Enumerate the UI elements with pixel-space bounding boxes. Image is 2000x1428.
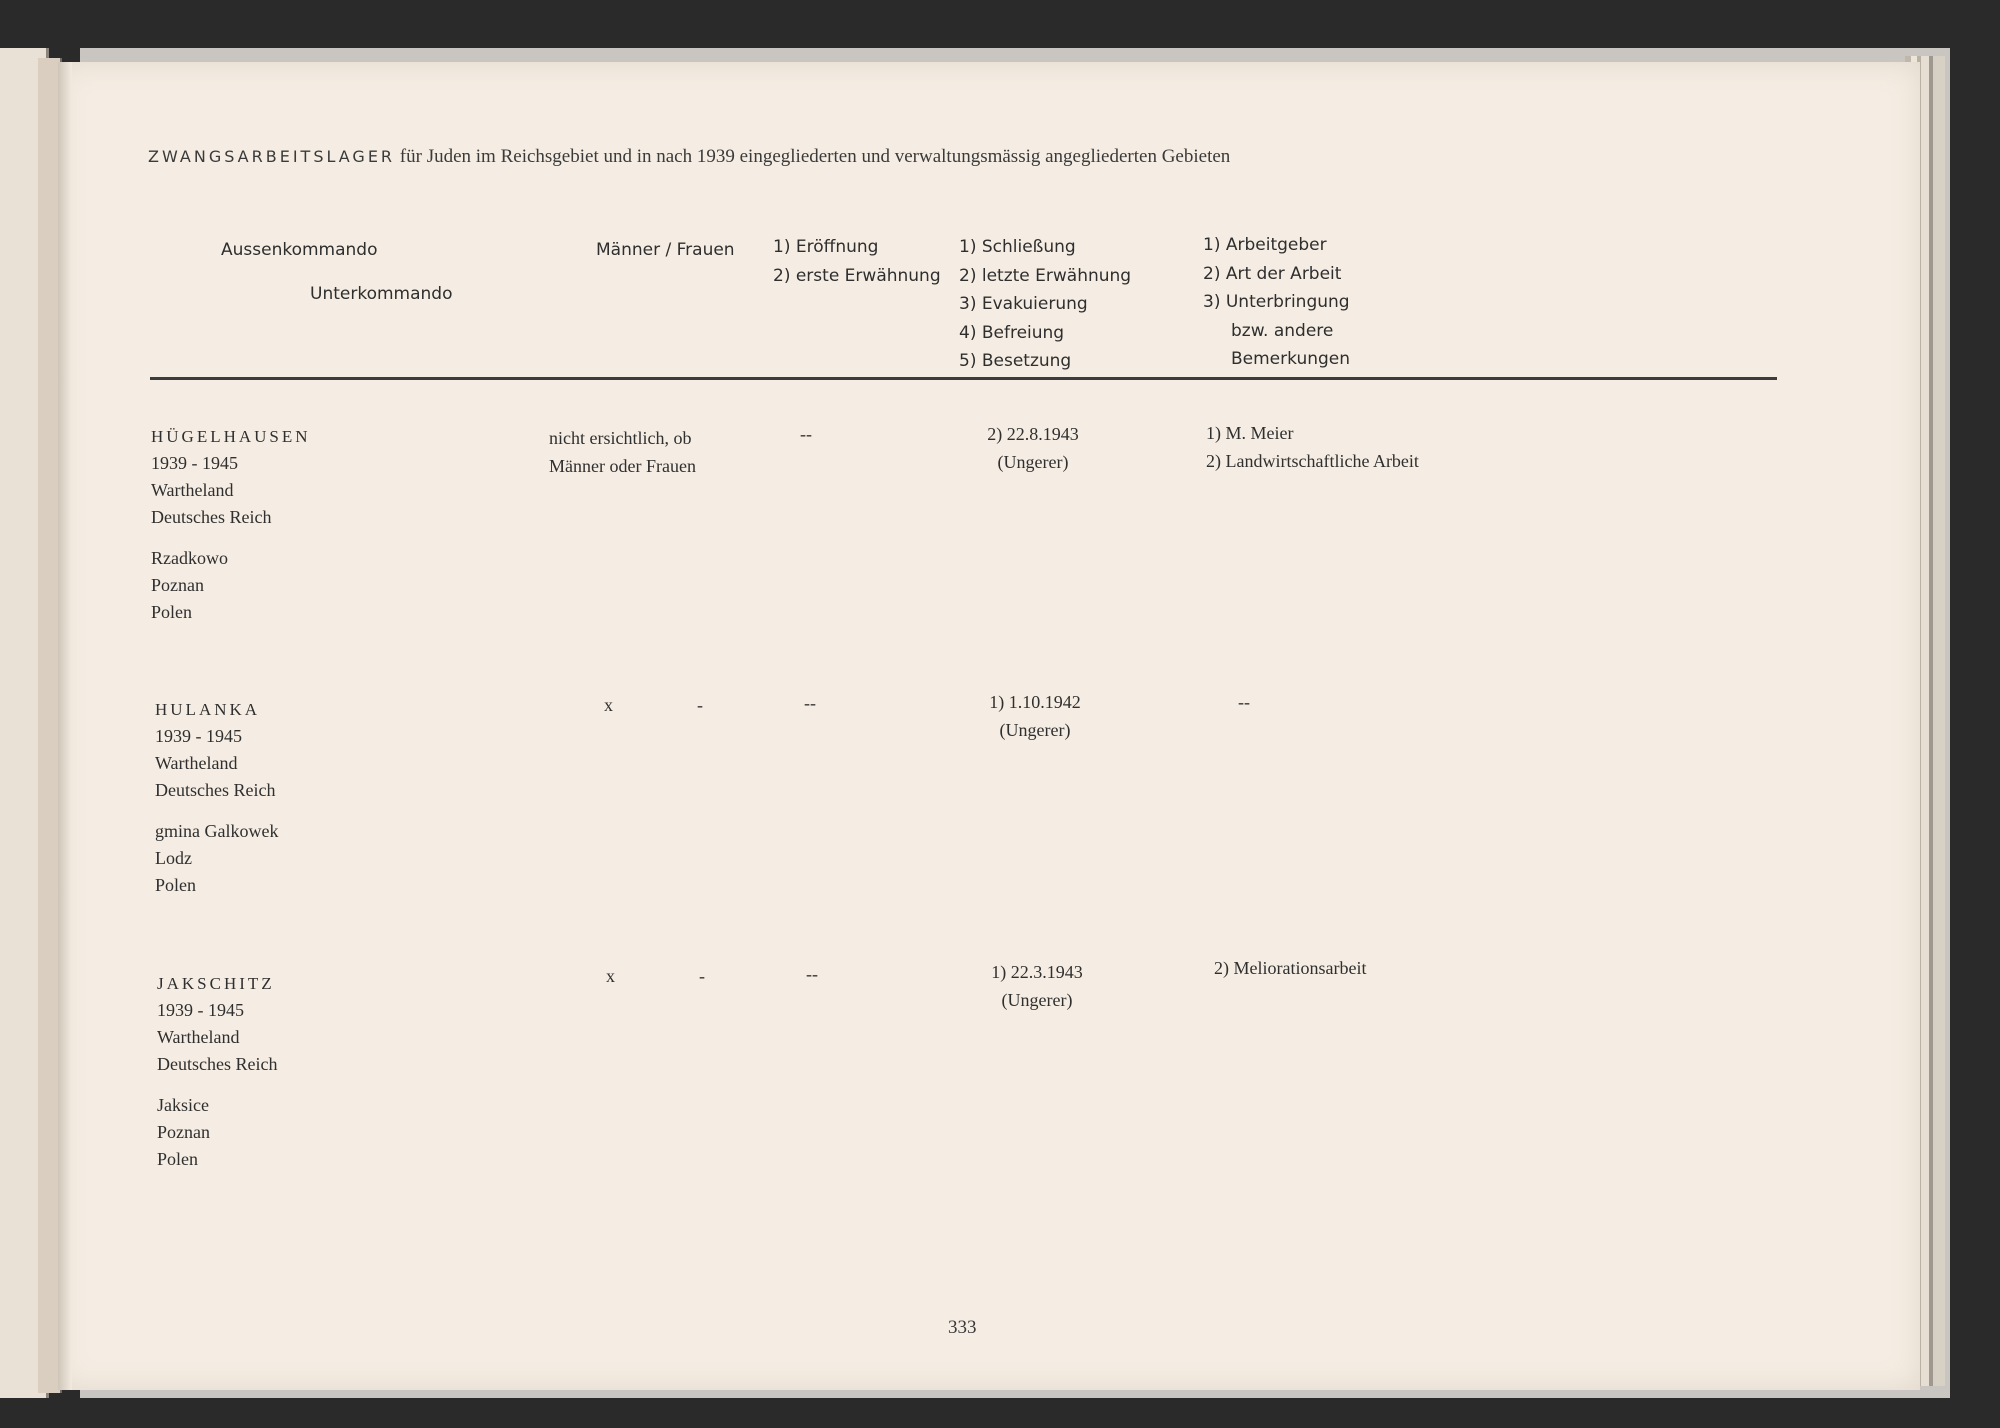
column-unterkommando: Unterkommando	[310, 284, 453, 304]
page-gutter-shadow	[58, 62, 72, 1390]
entry-men-women-line: Männer oder Frauen	[549, 456, 696, 476]
column-eroeffnung-line: 1) Eröffnung	[773, 237, 879, 257]
entry-years: 1939 - 1945	[151, 453, 238, 473]
entry-men-women: x	[606, 966, 615, 986]
entry-region: Wartheland	[151, 480, 234, 500]
entry-location	[157, 970, 277, 1173]
entry-years: 1939 - 1945	[155, 726, 242, 746]
column-arbeitgeber-line: bzw. andere	[1231, 320, 1334, 341]
entry-country: Polen	[151, 602, 193, 622]
entry-closing	[962, 958, 1112, 1014]
entry-opening: --	[800, 424, 812, 444]
entry-employer-line: 1) M. Meier	[1206, 423, 1294, 443]
entry-region: Wartheland	[155, 753, 238, 773]
entry-years: 1939 - 1945	[157, 1000, 244, 1020]
page-number: 333	[948, 1317, 977, 1338]
entry-state: Deutsches Reich	[151, 507, 272, 527]
entry-place: Jaksice	[157, 1095, 209, 1115]
column-arbeitgeber-line: 2) Art der Arbeit	[1203, 263, 1342, 284]
entry-opening: --	[804, 693, 816, 713]
entry-men-women: x	[604, 695, 613, 715]
entry-closing	[958, 420, 1108, 476]
entry-closing-line: 2) 22.8.1943	[987, 424, 1079, 444]
column-schliessung-line: 2) letzte Erwähnung	[959, 265, 1132, 286]
column-schliessung-line: 3) Evakuierung	[959, 294, 1088, 314]
entry-place: gmina Galkowek	[155, 821, 279, 841]
entry-country: Polen	[157, 1149, 199, 1169]
entry-employer	[1206, 419, 1419, 475]
entry-name: HULANKA	[155, 700, 261, 719]
entry-place: Rzadkowo	[151, 548, 228, 568]
entry-name: JAKSCHITZ	[157, 974, 275, 993]
column-arbeitgeber-line: Bemerkungen	[1231, 349, 1351, 369]
entry-opening: --	[806, 964, 818, 984]
column-arbeitgeber-line: 1) Arbeitgeber	[1203, 235, 1327, 255]
entry-men-women-second: -	[697, 695, 703, 715]
header-divider-rule	[150, 377, 1777, 380]
entry-men-women	[549, 424, 696, 480]
entry-name: HÜGELHAUSEN	[151, 427, 311, 446]
entry-state: Deutsches Reich	[157, 1054, 278, 1074]
entry-city: Lodz	[155, 848, 192, 868]
header-description: für Juden im Reichsgebiet und in nach 1939 eingegliederten und verwaltungsmässig angegliederten Gebieten	[399, 146, 1231, 167]
entry-employer-line: 2) Landwirtschaftliche Arbeit	[1206, 451, 1419, 471]
entry-men-women-second: -	[699, 966, 705, 986]
column-schliessung-line: 4) Befreiung	[959, 322, 1065, 343]
entry-employer: --	[1238, 692, 1250, 712]
entry-city: Poznan	[157, 1122, 210, 1142]
column-arbeitgeber	[1203, 231, 1350, 374]
entry-employer: 2) Meliorationsarbeit	[1214, 958, 1367, 978]
column-schliessung-line: 5) Besetzung	[959, 351, 1072, 371]
column-schliessung-line: 1) Schließung	[959, 237, 1076, 257]
entry-closing-line: (Ungerer)	[1001, 990, 1073, 1010]
column-eroeffnung-line: 2) erste Erwähnung	[773, 265, 941, 286]
column-maenner-frauen: Männer / Frauen	[596, 240, 735, 260]
entry-closing-line: (Ungerer)	[999, 720, 1071, 740]
entry-city: Poznan	[151, 575, 204, 595]
entry-region: Wartheland	[157, 1027, 240, 1047]
entry-closing-line: (Ungerer)	[997, 452, 1069, 472]
page-header	[148, 146, 1230, 168]
entry-location	[155, 696, 278, 899]
entry-country: Polen	[155, 875, 197, 895]
column-arbeitgeber-line: 3) Unterbringung	[1203, 292, 1350, 312]
header-title: ZWANGSARBEITSLAGER	[148, 147, 396, 166]
entry-closing	[960, 688, 1110, 744]
entry-location	[151, 423, 311, 626]
entry-closing-line: 1) 22.3.1943	[991, 962, 1083, 982]
entry-state: Deutsches Reich	[155, 780, 276, 800]
entry-men-women-line: nicht ersichtlich, ob	[549, 428, 692, 448]
column-aussenkommando: Aussenkommando	[221, 240, 378, 260]
column-schliessung	[959, 233, 1131, 376]
column-eroeffnung	[773, 233, 941, 290]
entry-closing-line: 1) 1.10.1942	[989, 692, 1081, 712]
